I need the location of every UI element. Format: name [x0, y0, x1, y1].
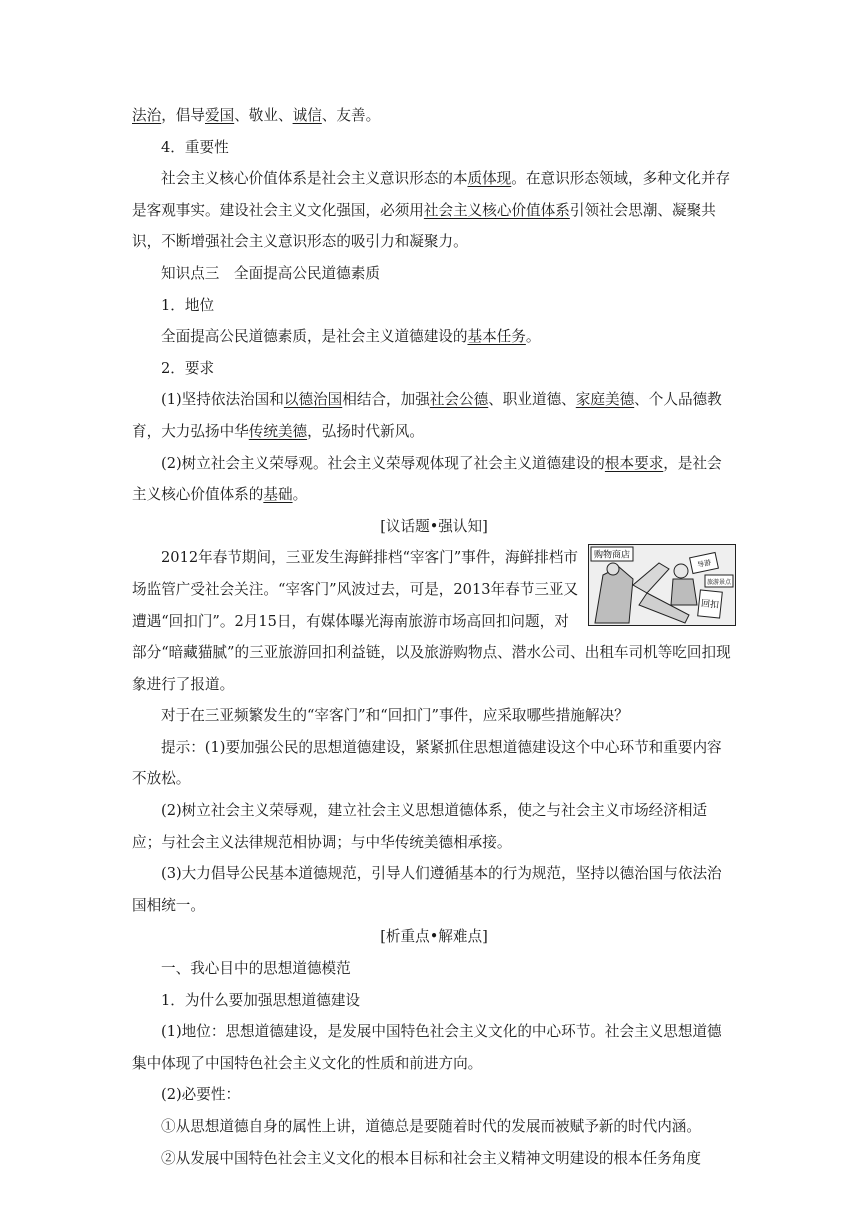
cartoon-image: [588, 544, 736, 626]
term-core-value-system: 社会主义核心价值体系: [423, 201, 570, 219]
paragraph-requirement-2: [132, 448, 736, 511]
text: 。: [525, 328, 541, 346]
section-header-discussion: [议话题•强认知]: [380, 517, 488, 535]
text: 、个人品德教育，大力弘扬中华: [132, 391, 722, 440]
text: 全面提高公民道德素质，是社会主义道德建设的: [161, 328, 468, 346]
term-fundamental-requirement: 根本要求: [604, 454, 664, 472]
cartoon-shop-sign: 购物商店: [593, 550, 631, 561]
question: 对于在三亚频繁发生的“宰客门”和“回扣门”事件，应采取哪些措施解决？: [161, 707, 629, 725]
term-foundation: 基础: [263, 486, 293, 504]
answer-point-2: ②从发展中国特色社会主义文化的根本目标和社会主义精神文明建设的根本任务角度: [161, 1149, 701, 1167]
case-block: [132, 542, 736, 700]
section-header-analysis: [析重点•解难点]: [380, 928, 488, 946]
text: 相结合，加强: [342, 391, 430, 409]
heading-importance: 4．重要性: [161, 138, 229, 156]
cartoon-label-spot: 旅游景点: [706, 579, 732, 587]
term-family-virtue: 家庭美德: [575, 391, 635, 409]
paragraph-values: [132, 100, 736, 132]
answer-point-1: ①从思想道德自身的属性上讲，道德总是要随着时代的发展而被赋予新的时代内涵。: [161, 1118, 701, 1135]
term-essence: 质体现: [467, 170, 512, 188]
term-social-morality: 社会公德: [429, 391, 489, 409]
text: 、敬业、: [234, 107, 293, 124]
cartoon-drawing: [589, 545, 735, 625]
hint-1: 提示：(1)要加强公民的思想道德建设，紧紧抓住思想道德建设这个中心环节和重要内容不放松。: [132, 738, 722, 788]
paragraph-requirement-1: [132, 384, 736, 447]
paragraph-importance: [132, 163, 736, 258]
text: 引领社会思潮、凝聚共识，不断增强社会主义意识形态的吸引力和凝聚力。: [132, 201, 716, 251]
hint-2: (2)树立社会主义荣辱观，建立社会主义思想道德体系，使之与社会主义市场经济相适应；与社会主义法律规范相协调；与中华传统美德相承接。: [132, 802, 708, 851]
cartoon-label-guide: 导游: [696, 558, 712, 570]
subtopic-title: 1．为什么要加强思想道德建设: [161, 991, 361, 1009]
heading-requirements: 2．要求: [161, 359, 215, 377]
term-integrity: 诚信: [292, 107, 322, 124]
term-basic-task: 基本任务: [467, 328, 526, 346]
heading-status: 1．地位: [161, 296, 215, 314]
term-patriotism: 爱国: [205, 107, 235, 124]
text: 、友善。: [321, 107, 381, 124]
paragraph-case: 2012年春节期间，三亚发生海鲜排档“宰客门”事件，海鲜排档市场监管广受社会关注。“宰客门”风波过去，可是，2013年春节三亚又遭遇“回扣门”。2月15日，有媒体曝光海南旅游市场高回扣问题，对部分“暗藏猫腻”的三亚旅游回扣利益链，以及旅游购物点、潜水公司、出租车司机等吃回扣现象进行了报道。: [132, 549, 731, 693]
knowledge-point-3-title: 知识点三 全面提高公民道德素质: [161, 264, 380, 282]
text: ，是社会主义核心价值体系的: [132, 454, 722, 504]
text: 社会主义核心价值体系是社会主义意识形态的本: [161, 170, 468, 188]
term-rule-of-law: 法治: [132, 107, 162, 124]
document-page: [132, 100, 736, 1174]
hint-3: (3)大力倡导公民基本道德规范，引导人们遵循基本的行为规范，坚持以德治国与依法治国相统一。: [132, 865, 722, 914]
text: 。: [292, 486, 308, 504]
text: 。在意识形态领域，多种文化并存是客观事实。建设社会主义文化强国，必须用: [132, 170, 731, 219]
text: ，弘扬时代新风。: [307, 422, 424, 440]
term-rule-by-virtue: 以德治国: [283, 391, 343, 409]
answer-necessity: (2)必要性：: [161, 1086, 241, 1104]
term-traditional-virtue: 传统美德: [248, 422, 308, 440]
text: (1)坚持依法治国和: [161, 391, 284, 409]
topic-title: 一、我心目中的思想道德模范: [161, 960, 351, 978]
cartoon-label-kickback: 回扣: [700, 599, 720, 612]
paragraph-status: [132, 321, 736, 353]
text: (2)树立社会主义荣辱观。社会主义荣辱观体现了社会主义道德建设的: [161, 454, 605, 472]
text: ，倡导: [161, 107, 205, 124]
text: 、职业道德、: [488, 391, 576, 409]
answer-status: (1)地位：思想道德建设，是发展中国特色社会主义文化的中心环节。社会主义思想道德集中体现了中国特色社会主义文化的性质和前进方向。: [132, 1023, 722, 1072]
